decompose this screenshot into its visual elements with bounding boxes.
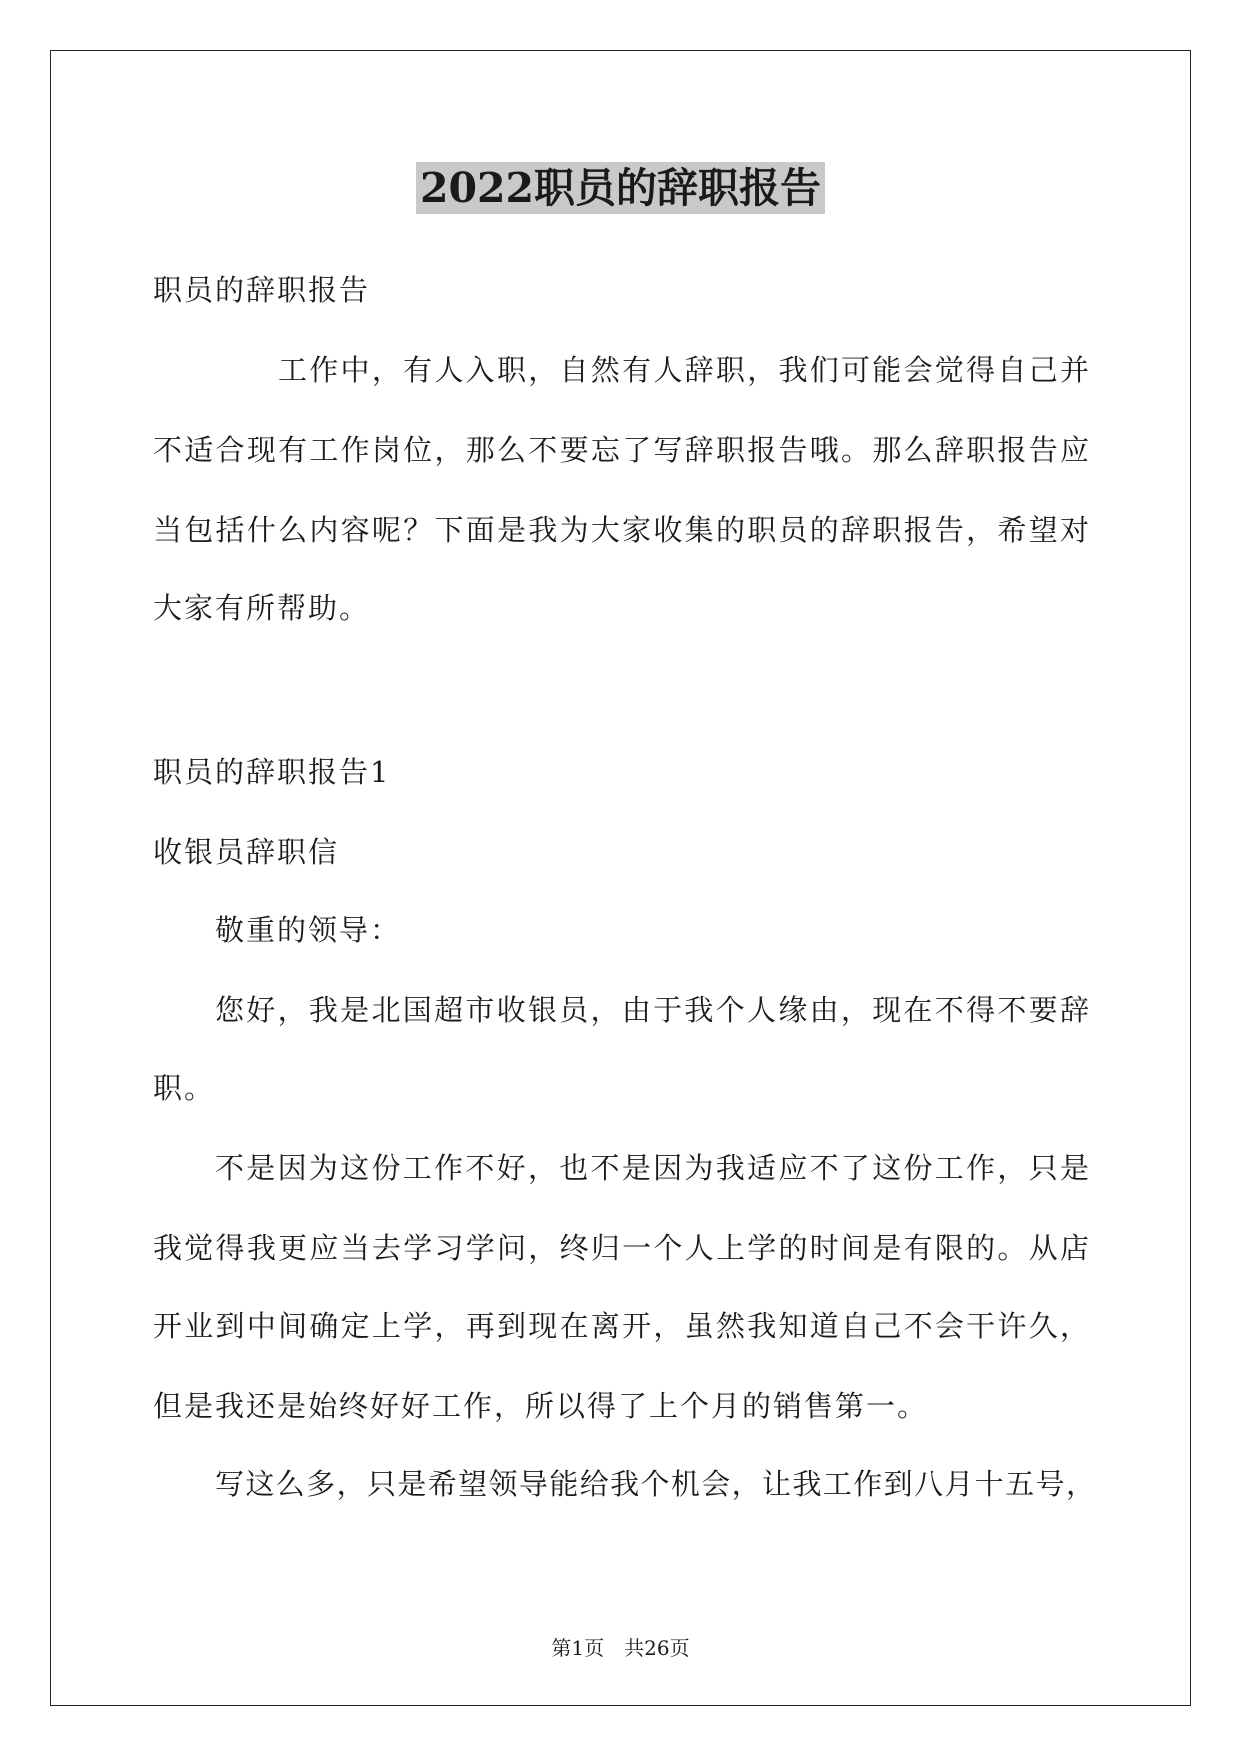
paragraph-line: 大家有所帮助。	[153, 591, 371, 625]
paragraph-line: 写这么多，只是希望领导能给我个机会，让我工作到八月十五号，	[215, 1467, 1095, 1501]
paragraph-line: 开业到中间确定上学，再到现在离开，虽然我知道自己不会干许久，	[153, 1309, 1089, 1343]
paragraph-line: 当包括什么内容呢？下面是我为大家收集的职员的辞职报告，希望对	[153, 513, 1089, 547]
paragraph-line: 不是因为这份工作不好，也不是因为我适应不了这份工作，只是	[215, 1151, 1089, 1185]
subtitle-line: 职员的辞职报告	[153, 273, 371, 307]
paragraph-line: 工作中，有人入职，自然有人辞职，我们可能会觉得自己并	[278, 353, 1089, 387]
paragraph-line: 您好，我是北国超市收银员，由于我个人缘由，现在不得不要辞	[215, 993, 1089, 1027]
title-text: 2022职员的辞职报告	[416, 162, 825, 214]
paragraph-line: 职。	[153, 1071, 216, 1105]
letter-title: 收银员辞职信	[153, 835, 340, 869]
paragraph-line: 我觉得我更应当去学习学问，终归一个人上学的时间是有限的。从店	[153, 1231, 1089, 1265]
salutation: 敬重的领导：	[215, 913, 402, 947]
section-heading: 职员的辞职报告1	[153, 755, 391, 789]
page-number-footer: 第1页 共26页	[551, 1636, 690, 1660]
document-title	[0, 160, 1241, 216]
paragraph-line: 但是我还是始终好好工作，所以得了上个月的销售第一。	[153, 1389, 929, 1423]
paragraph-line: 不适合现有工作岗位，那么不要忘了写辞职报告哦。那么辞职报告应	[153, 433, 1089, 467]
